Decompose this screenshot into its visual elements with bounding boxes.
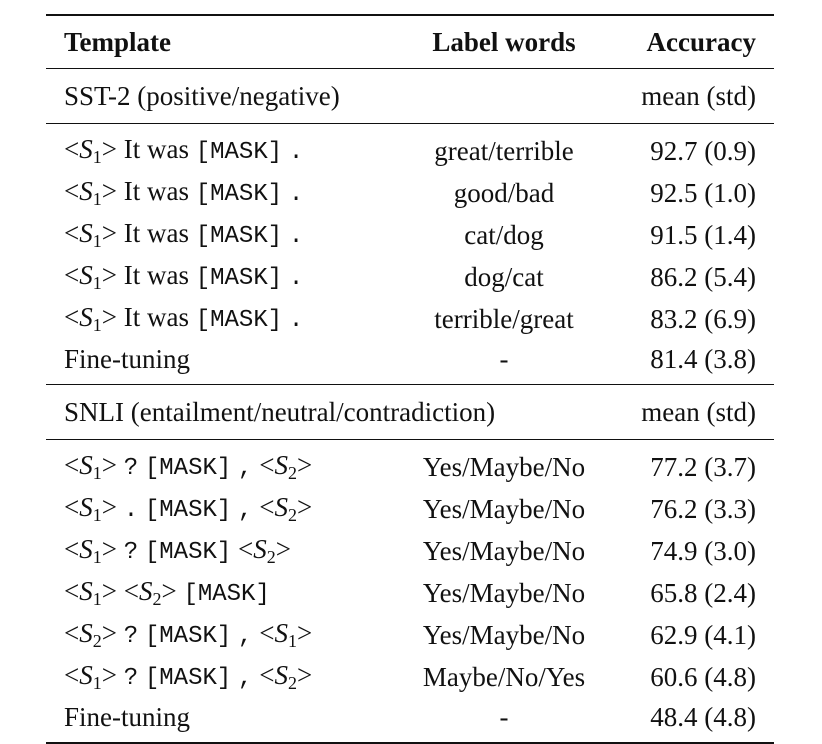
label-words-cell: Yes/Maybe/No: [422, 494, 586, 524]
accuracy-cell: 91.5 (1.4): [650, 220, 756, 250]
template-cell: Fine-tuning: [46, 340, 394, 385]
table-row: [46, 572, 774, 614]
template-cell: $<S_1>$ ? [MASK] , $<S_2>$: [64, 450, 313, 483]
label-words-cell: Yes/Maybe/No: [422, 452, 586, 482]
template-cell: $<S_1> It$ was [MASK] .: [64, 260, 304, 293]
header-row: [46, 15, 774, 69]
label-words-cell: good/bad: [453, 178, 555, 208]
section-title: SNLI (entailment/neutral/contradiction): [46, 385, 614, 440]
accuracy-cell: 83.2 (6.9): [650, 304, 756, 334]
results-table-container: [46, 14, 774, 744]
template-cell: $<S_1> It$ was [MASK] .: [64, 176, 304, 209]
accuracy-cell: 74.9 (3.0): [650, 536, 756, 566]
results-table: [46, 14, 774, 744]
accuracy-cell: 77.2 (3.7): [650, 452, 756, 482]
table-row: [46, 124, 774, 173]
header-label-words: Label words: [394, 15, 614, 69]
accuracy-cell: 48.4 (4.8): [614, 698, 774, 743]
table-row: [46, 256, 774, 298]
section-stat: mean (std): [614, 69, 774, 124]
template-cell: Fine-tuning: [46, 698, 394, 743]
section-sst2: [46, 69, 774, 124]
table-row: [46, 488, 774, 530]
section-title: SST-2 (positive/negative): [46, 69, 614, 124]
label-words-cell: Yes/Maybe/No: [422, 578, 586, 608]
label-words-cell: Yes/Maybe/No: [422, 536, 586, 566]
table-row: [46, 214, 774, 256]
table-row: [46, 614, 774, 656]
template-cell: $<S_1>$ . [MASK] , $<S_2>$: [64, 492, 313, 525]
template-cell: $<S_1> It$ was [MASK] .: [64, 218, 304, 251]
label-words-cell: -: [394, 698, 614, 743]
table-row: [46, 656, 774, 698]
template-cell: $<S_1> <S_2>$ [MASK]: [64, 576, 270, 609]
label-words-cell: Yes/Maybe/No: [422, 620, 586, 650]
table-row: [46, 172, 774, 214]
table-row: [46, 530, 774, 572]
accuracy-cell: 92.7 (0.9): [650, 136, 756, 166]
template-cell: $<S_1> It$ was [MASK] .: [64, 134, 304, 167]
accuracy-cell: 76.2 (3.3): [650, 494, 756, 524]
label-words-cell: Maybe/No/Yes: [422, 662, 586, 692]
table-row-finetune: [46, 698, 774, 743]
header-accuracy: Accuracy: [614, 15, 774, 69]
accuracy-cell: 92.5 (1.0): [650, 178, 756, 208]
label-words-cell: great/terrible: [434, 136, 574, 166]
label-words-cell: -: [394, 340, 614, 385]
template-cell: $<S_1> It$ was [MASK] .: [64, 302, 304, 335]
label-words-cell: dog/cat: [464, 262, 544, 292]
table-row: [46, 440, 774, 489]
accuracy-cell: 86.2 (5.4): [650, 262, 756, 292]
label-words-cell: cat/dog: [464, 220, 544, 250]
table-row-finetune: [46, 340, 774, 385]
accuracy-cell: 62.9 (4.1): [650, 620, 756, 650]
section-snli: [46, 385, 774, 440]
template-cell: $<S_1>$ ? [MASK] $<S_2>$: [64, 534, 292, 567]
template-cell: $<S_1>$ ? [MASK] , $<S_2>$: [64, 660, 313, 693]
label-words-cell: terrible/great: [434, 304, 574, 334]
template-cell: $<S_2>$ ? [MASK] , $<S_1>$: [64, 618, 313, 651]
section-stat: mean (std): [614, 385, 774, 440]
accuracy-cell: 65.8 (2.4): [650, 578, 756, 608]
accuracy-cell: 60.6 (4.8): [650, 662, 756, 692]
accuracy-cell: 81.4 (3.8): [614, 340, 774, 385]
table-row: [46, 298, 774, 340]
header-template: Template: [46, 15, 394, 69]
